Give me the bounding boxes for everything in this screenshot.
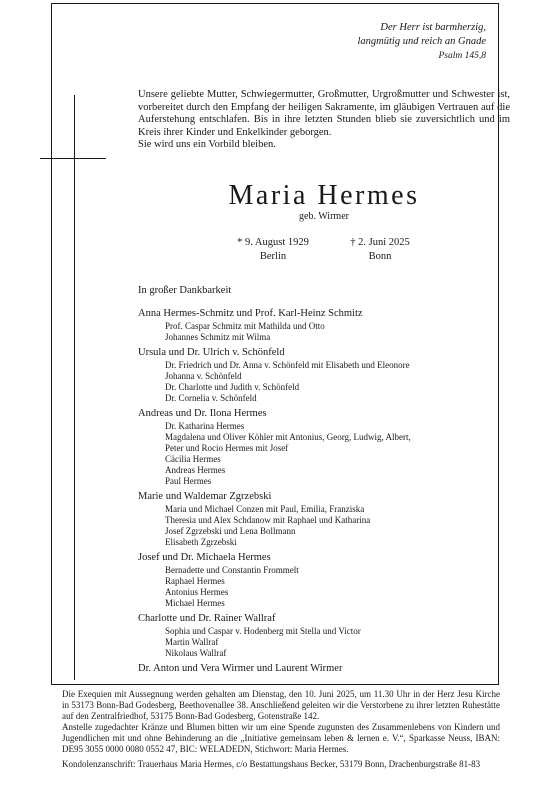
family-member: Dr. Cornelia v. Schönfeld	[165, 393, 257, 403]
death-date: † 2. Juni 2025	[350, 237, 410, 248]
cross-icon-vertical	[74, 95, 75, 680]
family-head: Ursula und Dr. Ulrich v. Schönfeld	[138, 347, 285, 358]
family-group	[138, 551, 508, 609]
death-place: Bonn	[368, 251, 392, 262]
family-member: Johannes Schmitz mit Wilma	[165, 332, 271, 342]
family-member: Magdalena und Oliver Köhler mit Antonius, Georg, Ludwig, Albert,	[165, 432, 411, 442]
family-head: Andreas und Dr. Ilona Hermes	[138, 408, 267, 419]
family-list	[138, 307, 508, 676]
death-info	[335, 236, 425, 264]
family-member: Elisabeth Zgrzebski	[165, 537, 237, 547]
family-member: Peter und Rocio Hermes mit Josef	[165, 443, 289, 453]
closing-family: Dr. Anton und Vera Wirmer und Laurent Wirmer	[138, 663, 343, 674]
family-member: Cäcilia Hermes	[165, 454, 221, 464]
family-member: Antonius Hermes	[165, 587, 229, 597]
family-member: Raphael Hermes	[165, 576, 225, 586]
family-member: Nikolaus Wallraf	[165, 648, 227, 658]
family-group	[138, 307, 508, 343]
family-head: Josef und Dr. Michaela Hermes	[138, 552, 271, 563]
family-member: Bernadette und Constantin Frommelt	[165, 565, 299, 575]
psalm-reference: Psalm 145,8	[438, 51, 486, 61]
family-member: Sophia und Caspar v. Hodenberg mit Stella und Victor	[165, 626, 361, 636]
intro-paragraph: Unsere geliebte Mutter, Schwiegermutter, Großmutter, Urgroßmutter und Schwester ist, vorbereitet durch den Empfang der heiligen Sakramente, im gläubigen Vertrauen auf die Auferstehung entschlafen. Bis in ihre letzten Stunden blieb sie zuversichtlich und im Kreis ihrer Kinder und Enkelkinder geborgen.	[138, 89, 510, 138]
family-head: Charlotte und Dr. Rainer Wallraf	[138, 613, 276, 624]
family-member: Josef Zgrzebski und Lena Bollmann	[165, 526, 296, 536]
donation-request: Anstelle zugedachter Kränze und Blumen bitten wir um eine Spende zugunsten des Zusammenlebens von Kindern und Jugendlichen mit und ohne Behinderung an die „Initiative gemeinsam leben & lernen e. V.“, Sparkasse Neuss, IBAN: DE95 3055 0000 0080 0552 47, BIC: WELADEDN, Stichwort: Maria Hermes.	[62, 722, 500, 754]
funeral-details: Die Exequien mit Aussegnung werden gehalten am Dienstag, den 10. Juni 2025, um 11.30 Uhr in der Herz Jesu Kirche in 53173 Bonn-Bad Godesberg, Beethovenallee 38. Anschließend geleiten wir die Verstorbene zu ihrer letzten Ruhestätte auf den Zentralfriedhof, 53175 Bonn-Bad Godesberg, Gotenstraße 142.	[62, 689, 500, 721]
family-member: Johanna v. Schönfeld	[165, 371, 242, 381]
intro-text	[138, 89, 510, 152]
family-member: Theresia und Alex Schdanow mit Raphael und Katharina	[165, 515, 371, 525]
family-member: Paul Hermes	[165, 476, 212, 486]
family-member: Dr. Charlotte und Judith v. Schönfeld	[165, 382, 300, 392]
cross-icon-horizontal	[40, 158, 106, 159]
family-member: Andreas Hermes	[165, 465, 226, 475]
family-member: Dr. Katharina Hermes	[165, 421, 245, 431]
birth-info	[228, 236, 318, 264]
psalm-quote	[357, 21, 486, 63]
funeral-notice	[62, 689, 500, 770]
family-group	[138, 490, 508, 548]
birth-date: * 9. August 1929	[237, 237, 309, 248]
condolence-address: Kondolenzanschrift: Trauerhaus Maria Hermes, c/o Bestattungshaus Becker, 53179 Bonn, Drachenburgstraße 81-83	[62, 759, 481, 769]
thanks-line: In großer Dankbarkeit	[138, 285, 232, 296]
family-member: Michael Hermes	[165, 598, 225, 608]
birth-place: Berlin	[259, 251, 287, 262]
maiden-name: geb. Wirmer	[299, 211, 349, 222]
family-member: Prof. Caspar Schmitz mit Mathilda und Otto	[165, 321, 325, 331]
psalm-line-2: langmütig und reich an Gnade	[357, 36, 486, 47]
deceased-name: Maria Hermes	[228, 180, 420, 211]
family-group	[138, 346, 508, 404]
family-group	[138, 612, 508, 659]
family-member: Martin Wallraf	[165, 637, 219, 647]
family-group	[138, 407, 508, 487]
family-member: Dr. Friedrich und Dr. Anna v. Schönfeld mit Elisabeth und Eleonore	[165, 360, 410, 370]
psalm-line-1: Der Herr ist barmherzig,	[380, 22, 486, 33]
family-head: Anna Hermes-Schmitz und Prof. Karl-Heinz Schmitz	[138, 308, 363, 319]
family-head: Marie und Waldemar Zgrzebski	[138, 491, 272, 502]
family-member: Maria und Michael Conzen mit Paul, Emilia, Franziska	[165, 504, 365, 514]
intro-last-line: Sie wird uns ein Vorbild bleiben.	[138, 139, 276, 150]
